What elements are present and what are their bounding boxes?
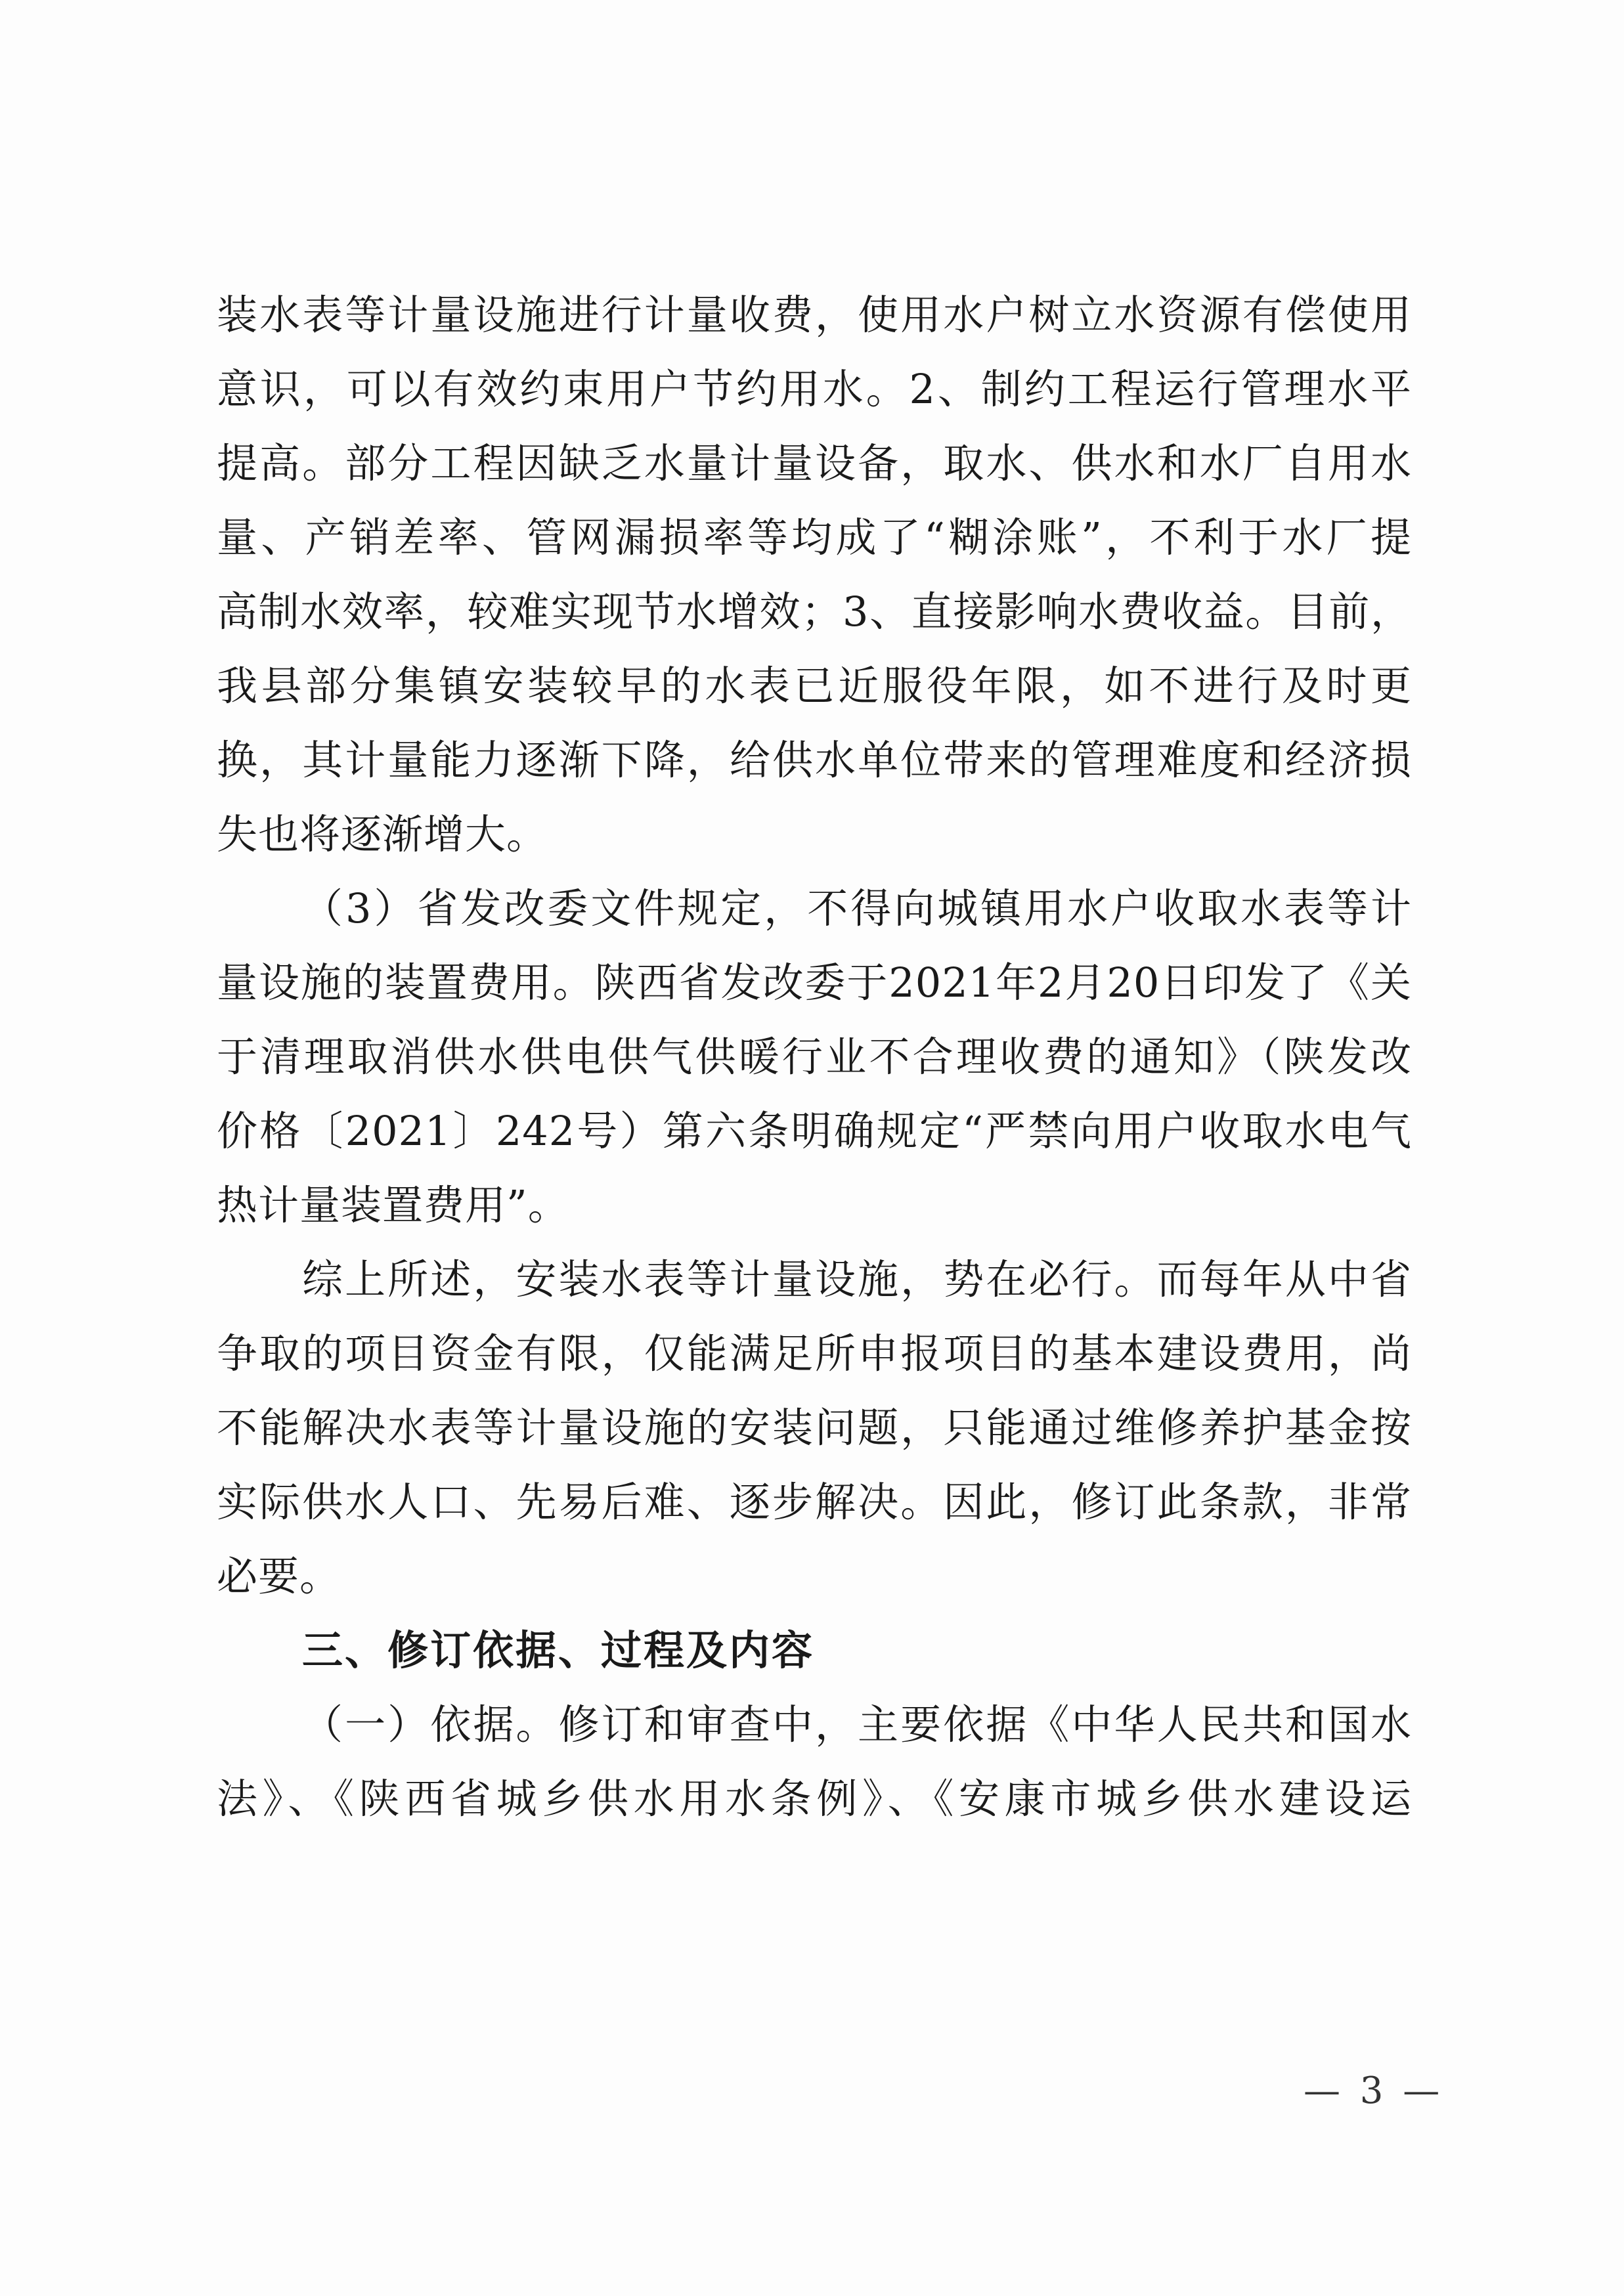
text-line: 法》、《陕西省城乡供水用水条例》、《安康市城乡供水建设运 — [217, 1775, 1412, 1823]
text-line: 装水表等计量设施进行计量收费，使用水户树立水资源有偿使用 — [217, 291, 1412, 339]
text-line: 失也将逐渐增大。 — [217, 810, 548, 858]
text-line: 换，其计量能力逐渐下降，给供水单位带来的管理难度和经济损 — [217, 736, 1412, 784]
text-line: 高制水效率，较难实现节水增效；3、直接影响水费收益。目前， — [217, 588, 1412, 636]
paragraph-first-line: （3）省发改委文件规定，不得向城镇用水户收取水表等计 — [302, 884, 1412, 932]
text-line: 不能解决水表等计量设施的安装问题，只能通过维修养护基金按 — [217, 1404, 1412, 1452]
text-line: 于清理取消供水供电供气供暖行业不合理收费的通知》（陕发改 — [217, 1033, 1412, 1081]
text-line: 必要。 — [217, 1552, 341, 1600]
paragraph-first-line: 综上所述，安装水表等计量设施，势在必行。而每年从中省 — [302, 1255, 1412, 1303]
section-heading: 三、修订依据、过程及内容 — [302, 1626, 815, 1674]
paragraph-first-line: （一）依据。修订和审查中，主要依据《中华人民共和国水 — [302, 1700, 1412, 1748]
text-line: 量、产销差率、管网漏损率等均成了“糊涂账”，不利于水厂提 — [217, 513, 1412, 561]
text-line: 热计量装置费用”。 — [217, 1181, 569, 1229]
text-line: 价格〔2021〕242号）第六条明确规定“严禁向用户收取水电气 — [217, 1107, 1412, 1155]
text-line: 实际供水人口、先易后难、逐步解决。因此，修订此条款，非常 — [217, 1478, 1412, 1526]
page-number: — 3 — — [1304, 2069, 1444, 2112]
text-line: 意识，可以有效约束用户节约用水。2、制约工程运行管理水平 — [217, 365, 1412, 413]
text-line: 量设施的装置费用。陕西省发改委于2021年2月20日印发了《关 — [217, 959, 1412, 1007]
text-line: 我县部分集镇安装较早的水表已近服役年限，如不进行及时更 — [217, 662, 1412, 710]
text-line: 争取的项目资金有限，仅能满足所申报项目的基本建设费用，尚 — [217, 1330, 1412, 1377]
text-line: 提高。部分工程因缺乏水量计量设备，取水、供水和水厂自用水 — [217, 439, 1412, 487]
